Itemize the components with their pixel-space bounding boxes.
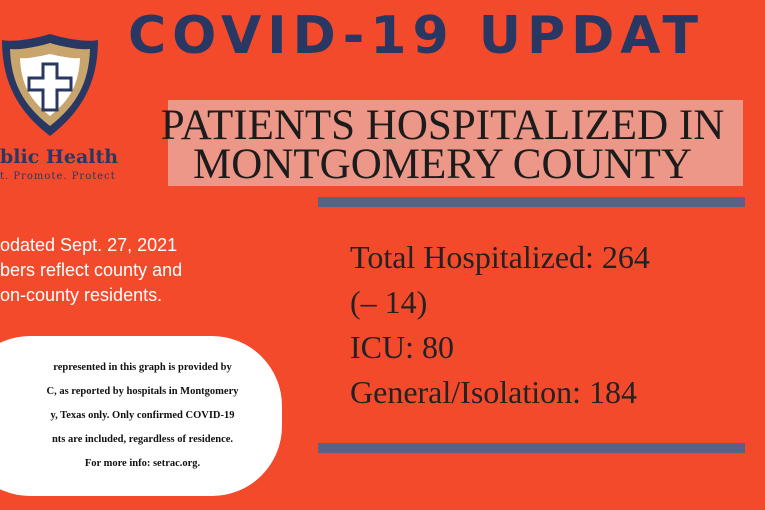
icu-count: ICU: 80 [350, 329, 454, 365]
note-text [0, 356, 285, 476]
update-text [0, 233, 182, 308]
update-line-1: odated Sept. 27, 2021 [0, 235, 178, 255]
note-line-5: For more info: setrac.org. [84, 458, 201, 469]
total-change: (– 14) [350, 284, 428, 320]
note-line-1: represented in this graph is provided by [53, 362, 232, 373]
total-hospitalized: Total Hospitalized: 264 [350, 239, 650, 275]
headline: COVID-19 UPDAT [128, 6, 704, 66]
divider-bottom [318, 443, 745, 453]
org-name: blic Health [0, 146, 119, 168]
org-tagline: t. Promote. Protect [0, 171, 116, 182]
note-line-2: C, as reported by hospitals in Montgomery [46, 386, 239, 397]
update-line-3: on-county residents. [0, 285, 163, 305]
note-line-4: nts are included, regardless of residence. [51, 434, 234, 445]
stats-block [350, 235, 650, 415]
divider-top [318, 197, 745, 207]
subhead-line-2: MONTGOMERY COUNTY [193, 141, 692, 188]
note-line-3: y, Texas only. Only confirmed COVID-19 [50, 410, 235, 421]
update-line-2: bers reflect county and [0, 260, 183, 280]
general-count: General/Isolation: 184 [350, 374, 638, 410]
subhead-line-1: PATIENTS HOSPITALIZED IN [160, 102, 725, 149]
